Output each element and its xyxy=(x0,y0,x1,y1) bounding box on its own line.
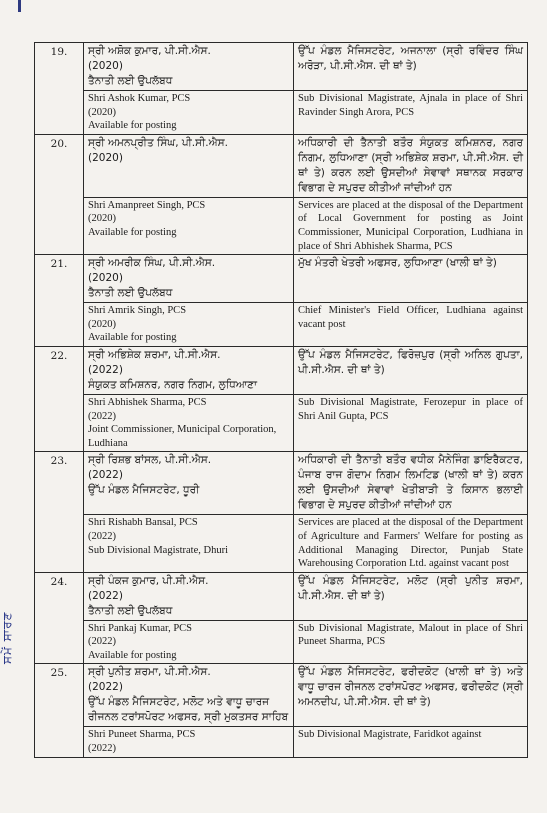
posting-cell-english xyxy=(294,303,528,347)
posting-cell-punjabi xyxy=(294,43,528,91)
serial-number: 21. xyxy=(35,255,84,347)
officer-cell-punjabi xyxy=(84,572,294,620)
posting-cell-english xyxy=(294,91,528,135)
posting-text-english: Sub Divisional Magistrate, Ajnala in place of Shri Ravinder Singh Arora, PCS xyxy=(298,93,523,118)
table-row-english xyxy=(35,91,528,135)
handwritten-margin-note: ਸਮੇਂ ਸਾਰਣ xyxy=(0,611,14,665)
posting-text-english: Chief Minister's Field Officer, Ludhiana against vacant post xyxy=(298,305,523,330)
posting-cell-punjabi xyxy=(294,134,528,197)
posting-text-punjabi: ਉੱਪ ਮੰਡਲ ਮੈਜਿਸਟਰੇਟ, ਅਜਨਾਲਾ (ਸ੍ਰੀ ਰਵਿੰਦਰ ਸਿੰਘ ਅਰੋੜਾ, ਪੀ.ਸੀ.ਐਸ. ਦੀ ਥਾਂ ਤੇ) xyxy=(298,45,523,72)
table-row-english xyxy=(35,515,528,572)
officer-cell-punjabi xyxy=(84,134,294,197)
table-row-english xyxy=(35,620,528,664)
officer-cell-punjabi xyxy=(84,664,294,727)
posting-cell-english xyxy=(294,620,528,664)
posting-cell-punjabi xyxy=(294,664,528,727)
table-row-punjabi xyxy=(35,452,528,515)
officer-text-english: Shri Abhishek Sharma, PCS (2022) Joint Commissioner, Municipal Corporation, Ludhiana xyxy=(88,396,277,449)
posting-text-english: Sub Divisional Magistrate, Ferozepur in place of Shri Anil Gupta, PCS xyxy=(298,396,523,422)
serial-number: 22. xyxy=(35,346,84,451)
serial-number: 25. xyxy=(35,664,84,757)
serial-number: 19. xyxy=(35,43,84,135)
officer-text-punjabi: ਸ੍ਰੀ ਅਸ਼ੋਕ ਕੁਮਾਰ, ਪੀ.ਸੀ.ਐਸ. (2020) ਤੈਨਾਤੀ ਲਈ ਉਪਲੱਬਧ xyxy=(88,45,211,87)
serial-number: 20. xyxy=(35,134,84,254)
officer-cell-english xyxy=(84,394,294,451)
table-row-punjabi xyxy=(35,43,528,91)
posting-text-punjabi: ਅਧਿਕਾਰੀ ਦੀ ਤੈਨਾਤੀ ਬਤੌਰ ਸੰਯੁਕਤ ਕਮਿਸ਼ਨਰ, ਨਗਰ ਨਿਗਮ, ਲੁਧਿਆਣਾ (ਸ੍ਰੀ ਅਭਿਸ਼ੇਕ ਸ਼ਰਮਾ, ਪੀ.ਸੀ.ਐਸ. ਦੀ ਥਾਂ ਤੇ) ਕਰਨ ਲਈ ਉਸਦੀਆਂ ਸੇਵਾਵਾਂ ਸਥਾਨਕ ਸਰਕਾਰ ਵਿਭਾਗ ਦੇ ਸਪੁਰਦ ਕੀਤੀਆਂ ਜਾਂਦੀਆਂ ਹਨ xyxy=(298,136,523,194)
posting-text-english: Services are placed at the disposal of the Department of Local Government for posting as Joint Commissioner, Municipal Corporation, Ludhiana in place of Shri Abhishek Sharma, PCS xyxy=(298,199,523,252)
officer-text-english: Shri Puneet Sharma, PCS (2022) xyxy=(88,729,196,755)
posting-cell-punjabi xyxy=(294,255,528,303)
officer-cell-english xyxy=(84,197,294,254)
officer-cell-english xyxy=(84,303,294,347)
table-row-punjabi xyxy=(35,664,528,727)
officer-text-english: Shri Amanpreet Singh, PCS (2020) Available for posting xyxy=(88,199,206,238)
officer-cell-punjabi xyxy=(84,43,294,91)
officer-cell-punjabi xyxy=(84,255,294,303)
officer-cell-english xyxy=(84,91,294,135)
officer-cell-english xyxy=(84,515,294,572)
posting-text-english: Services are placed at the disposal of the Department of Agriculture and Farmers' Welfare for posting as Additional Managing Director, Punjab State Warehousing Corporation Ltd. against vacant post xyxy=(298,517,523,570)
table-row-punjabi xyxy=(35,255,528,303)
officer-cell-english xyxy=(84,727,294,757)
posting-text-english: Sub Divisional Magistrate, Faridkot against xyxy=(298,729,482,741)
officer-cell-punjabi xyxy=(84,346,294,394)
pen-mark xyxy=(18,0,21,12)
officer-text-punjabi: ਸ੍ਰੀ ਅਮਨਪ੍ਰੀਤ ਸਿੰਘ, ਪੀ.ਸੀ.ਐਸ. (2020) xyxy=(88,136,228,164)
posting-text-punjabi: ਮੁੱਖ ਮੰਤਰੀ ਖੇਤਰੀ ਅਫਸਰ, ਲੁਧਿਆਣਾ (ਖਾਲੀ ਥਾਂ ਤੇ) xyxy=(298,257,497,270)
posting-cell-english xyxy=(294,727,528,757)
officer-text-english: Shri Rishabh Bansal, PCS (2022) Sub Divisional Magistrate, Dhuri xyxy=(88,517,228,556)
posting-cell-punjabi xyxy=(294,572,528,620)
officer-text-english: Shri Pankaj Kumar, PCS (2022) Available for posting xyxy=(88,622,193,661)
table-row-punjabi xyxy=(35,572,528,620)
officer-text-punjabi: ਸ੍ਰੀ ਰਿਸ਼ਭ ਬਾਂਸਲ, ਪੀ.ਸੀ.ਐਸ. (2022) ਉੱਪ ਮੰਡਲ ਮੈਜਿਸਟਰੇਟ, ਧੂਰੀ xyxy=(88,454,212,497)
officer-cell-punjabi xyxy=(84,452,294,515)
serial-number: 24. xyxy=(35,572,84,664)
officer-text-punjabi: ਸ੍ਰੀ ਪੰਕਜ ਕੁਮਾਰ, ਪੀ.ਸੀ.ਐਸ. (2022) ਤੈਨਾਤੀ ਲਈ ਉਪਲੱਬਧ xyxy=(88,574,209,617)
table-row-punjabi xyxy=(35,346,528,394)
posting-cell-punjabi xyxy=(294,452,528,515)
posting-text-punjabi: ਉੱਪ ਮੰਡਲ ਮੈਜਿਸਟਰੇਟ, ਫਰੀਦਕੋਟ (ਖਾਲੀ ਥਾਂ ਤੇ) ਅਤੇ ਵਾਧੂ ਚਾਰਜ ਰੀਜਨਲ ਟਰਾਂਸਪੋਰਟ ਅਫਸਰ, ਫਰੀਦਕੋਟ (ਸ੍ਰੀ ਅਮਨਦੀਪ, ਪੀ.ਸੀ.ਐਸ. ਦੀ ਥਾਂ ਤੇ) xyxy=(298,666,523,709)
officer-text-punjabi: ਸ੍ਰੀ ਅਮਰੀਕ ਸਿੰਘ, ਪੀ.ਸੀ.ਐਸ. (2020) ਤੈਨਾਤੀ ਲਈ ਉਪਲੱਬਧ xyxy=(88,257,216,300)
officer-cell-english xyxy=(84,620,294,664)
officer-text-punjabi: ਸ੍ਰੀ ਅਭਿਸ਼ੇਕ ਸ਼ਰਮਾ, ਪੀ.ਸੀ.ਐਸ. (2022) ਸੰਯੁਕਤ ਕਮਿਸ਼ਨਰ, ਨਗਰ ਨਿਗਮ, ਲੁਧਿਆਣਾ xyxy=(88,348,258,391)
officer-text-english: Shri Ashok Kumar, PCS (2020) Available for posting xyxy=(88,93,191,132)
posting-text-punjabi: ਉੱਪ ਮੰਡਲ ਮੈਜਿਸਟਰੇਟ, ਫਿਰੋਜ਼ਪੁਰ (ਸ੍ਰੀ ਅਨਿਲ ਗੁਪਤਾ, ਪੀ.ਸੀ.ਐਸ. ਦੀ ਥਾਂ ਤੇ) xyxy=(298,348,523,376)
officer-text-english: Shri Amrik Singh, PCS (2020) Available for posting xyxy=(88,305,187,344)
table-row-english xyxy=(35,727,528,757)
table-row-english xyxy=(35,197,528,254)
table-row-punjabi xyxy=(35,134,528,197)
posting-text-punjabi: ਅਧਿਕਾਰੀ ਦੀ ਤੈਨਾਤੀ ਬਤੌਰ ਵਧੀਕ ਮੈਨੇਜਿੰਗ ਡਾਇਰੈਕਟਰ, ਪੰਜਾਬ ਰਾਜ ਗੋਦਾਮ ਨਿਗਮ ਲਿਮਟਿਡ (ਖਾਲੀ ਥਾਂ ਤੇ) ਕਰਨ ਲਈ ਉਸਦੀਆਂ ਸੇਵਾਵਾਂ ਖੇਤੀਬਾੜੀ ਤੇ ਕਿਸਾਨ ਭਲਾਈ ਵਿਭਾਗ ਦੇ ਸਪੁਰਦ ਕੀਤੀਆਂ ਜਾਂਦੀਆਂ ਹਨ xyxy=(298,454,523,512)
table-row-english xyxy=(35,394,528,451)
table-body xyxy=(35,43,528,758)
serial-number: 23. xyxy=(35,452,84,572)
posting-text-english: Sub Divisional Magistrate, Malout in place of Shri Puneet Sharma, PCS xyxy=(298,622,523,648)
posting-cell-punjabi xyxy=(294,346,528,394)
posting-cell-english xyxy=(294,394,528,451)
posting-cell-english xyxy=(294,515,528,572)
table-row-english xyxy=(35,303,528,347)
transfer-orders-table xyxy=(34,42,528,758)
posting-cell-english xyxy=(294,197,528,254)
posting-text-punjabi: ਉੱਪ ਮੰਡਲ ਮੈਜਿਸਟਰੇਟ, ਮਲੋਟ (ਸ੍ਰੀ ਪੁਨੀਤ ਸ਼ਰਮਾ, ਪੀ.ਸੀ.ਐਸ. ਦੀ ਥਾਂ ਤੇ) xyxy=(298,574,523,602)
officer-text-punjabi: ਸ੍ਰੀ ਪੁਨੀਤ ਸ਼ਰਮਾ, ਪੀ.ਸੀ.ਐਸ. (2022) ਉੱਪ ਮੰਡਲ ਮੈਜਿਸਟਰੇਟ, ਮਲੋਟ ਅਤੇ ਵਾਧੂ ਚਾਰਜ ਰੀਜਨਲ ਟਰਾਂਸਪੋਰਟ ਅਫਸਰ, ਸ੍ਰੀ ਮੁਕਤਸਰ ਸਾਹਿਬ xyxy=(88,666,289,724)
